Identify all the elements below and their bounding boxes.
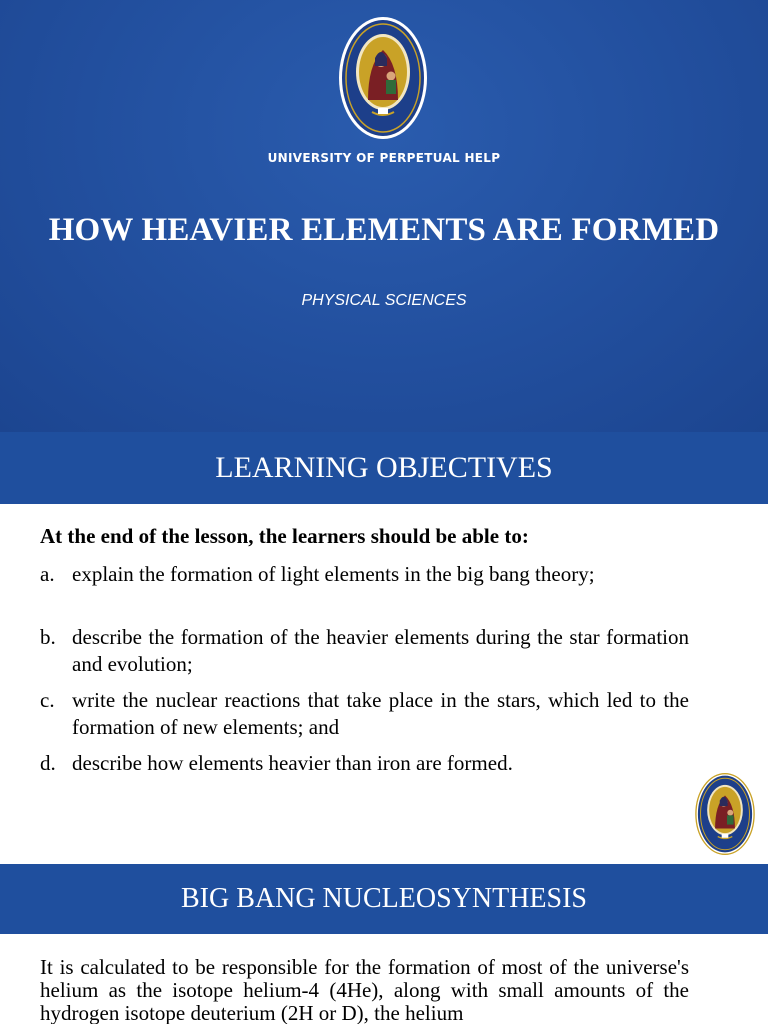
university-name: UNIVERSITY OF PERPETUAL HELP [267,151,501,165]
list-item-text: explain the formation of light elements in the big bang theory; [72,562,595,586]
list-item [40,561,689,588]
body-paragraph: It is calculated to be responsible for the formation of most of the universe's helium as the isotope helium-4 (4He), along with small amounts of the hydrogen isotope deuterium (2H or D), the helium [40,955,689,1024]
section-heading: BIG BANG NUCLEOSYNTHESIS [0,864,768,934]
objectives-lead: At the end of the lesson, the learners should be able to: [40,524,529,548]
list-item [40,687,689,741]
list-item-letter: c. [40,688,55,712]
page-title: HOW HEAVIER ELEMENTS ARE FORMED [48,212,720,248]
list-item [40,750,689,777]
list-item-text: describe the formation of the heavier elements during the star formation and evolution; [72,625,689,676]
title-slide [0,0,768,432]
section-heading: LEARNING OBJECTIVES [0,432,768,504]
list-item-letter: b. [40,625,56,649]
list-item-letter: d. [40,751,56,775]
list-item-text: write the nuclear reactions that take place in the stars, which led to the formation of new elements; and [72,688,689,739]
list-item-letter: a. [40,562,55,586]
list-item [40,624,689,678]
nucleosynthesis-slide [0,864,768,1024]
university-seal-icon [695,773,755,855]
objectives-slide [0,432,768,864]
university-seal-icon [338,16,428,140]
list-item-text: describe how elements heavier than iron are formed. [72,751,513,775]
subtitle: PHYSICAL SCIENCES [301,292,467,309]
